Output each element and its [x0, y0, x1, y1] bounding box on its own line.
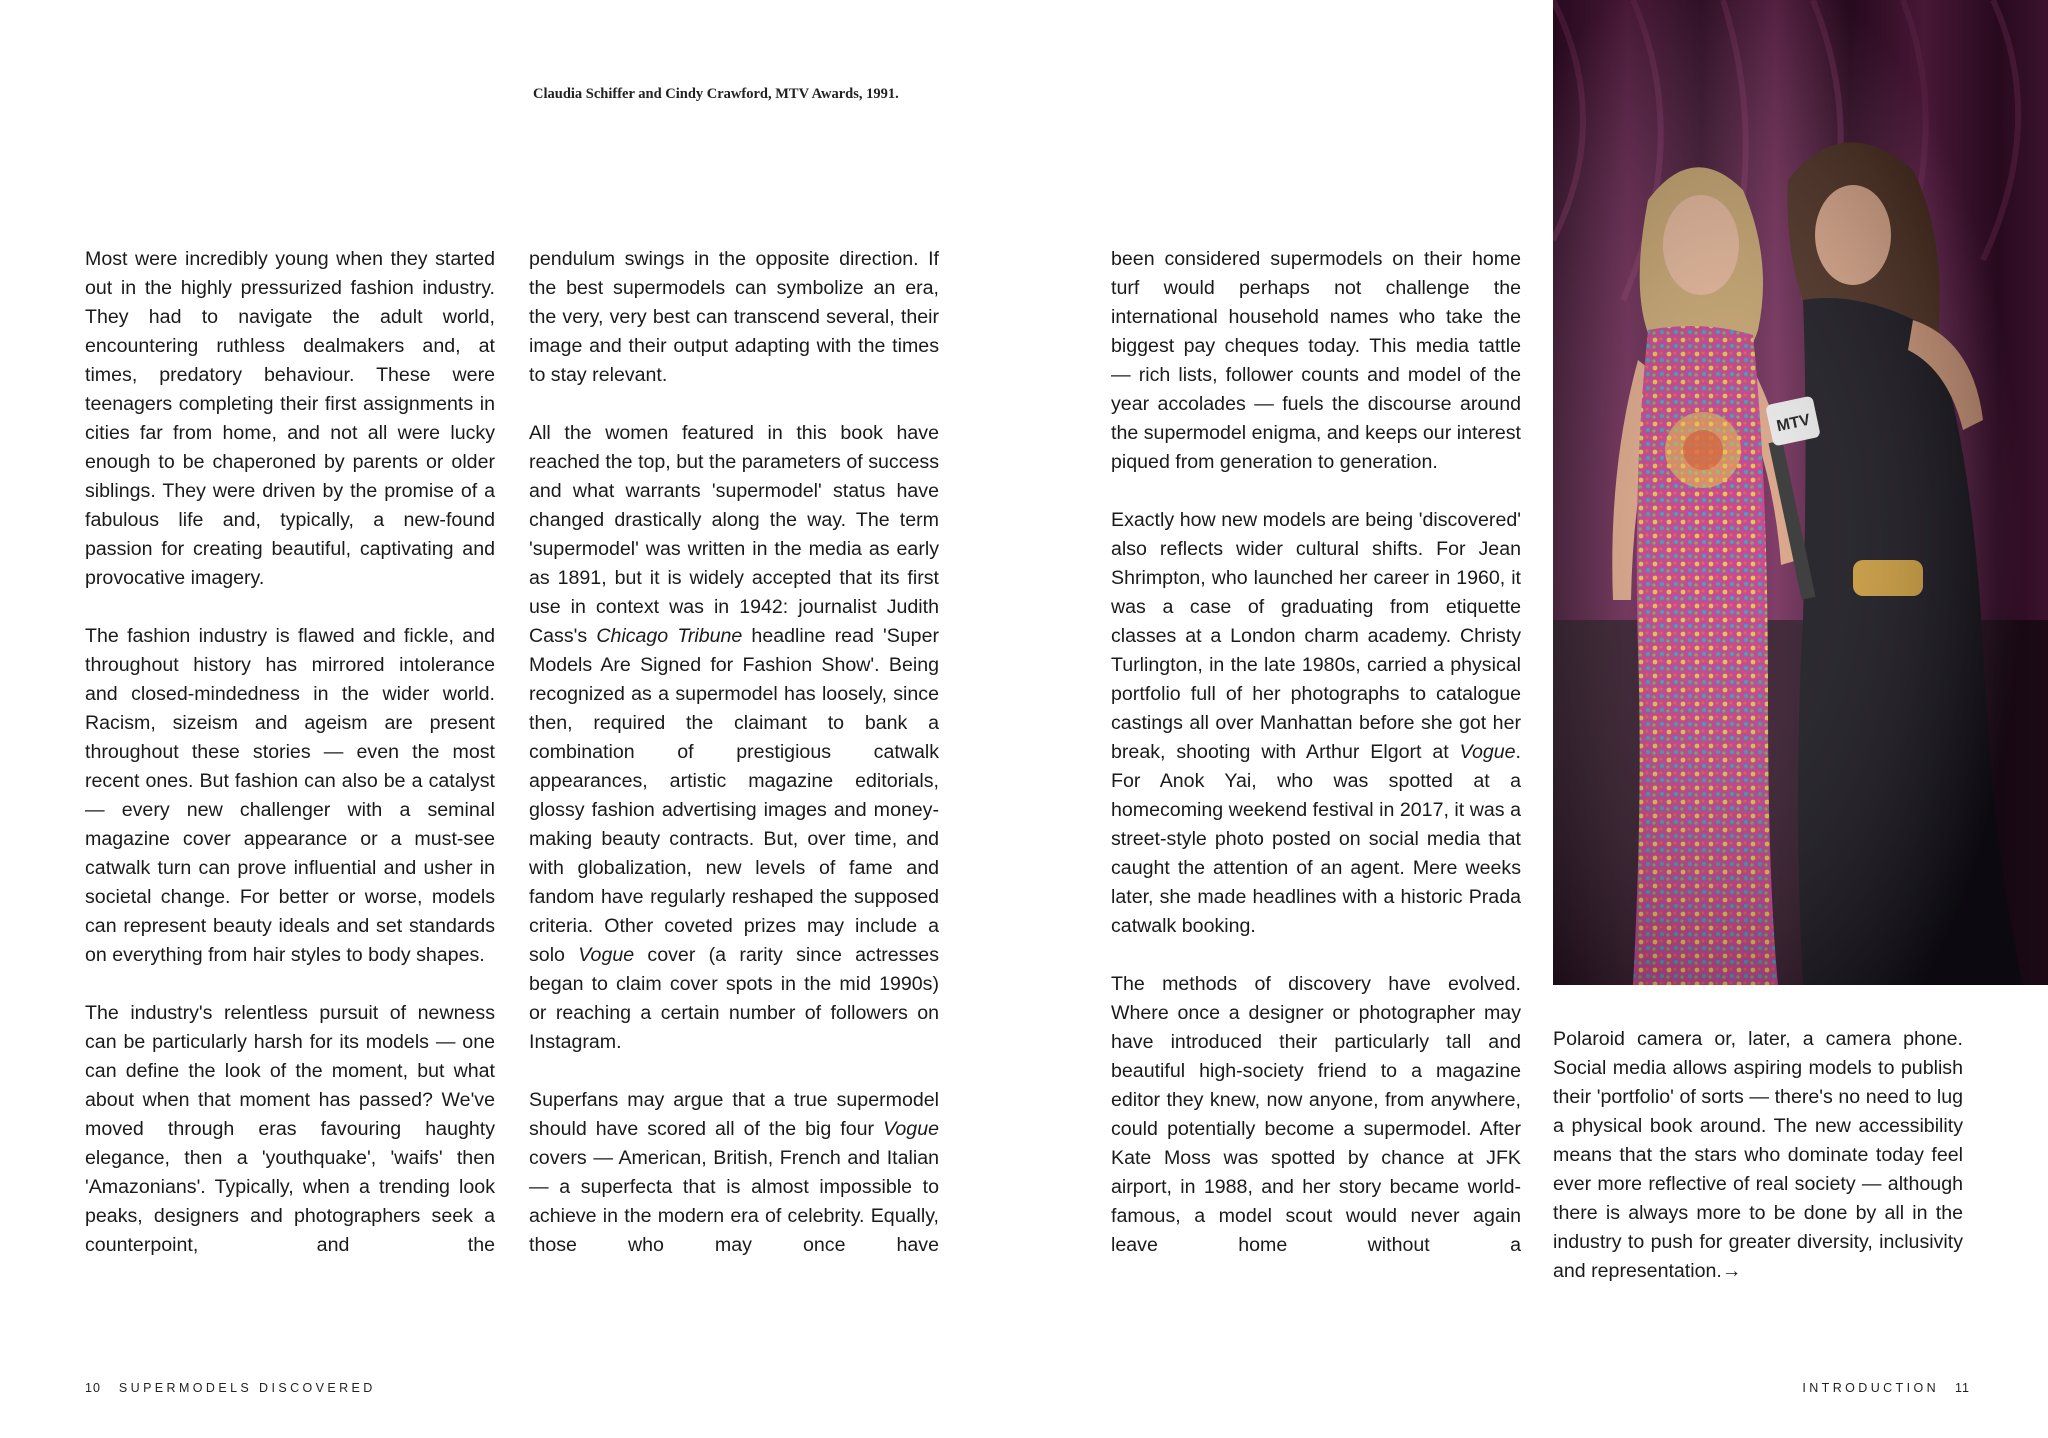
paragraph: The methods of discovery have evolved. Where once a designer or photographer may have introduced their particularly tall and beautiful high-society friend to a magazine editor they knew, now anyone, from anywhere, could potentially become a supermodel. After Kate Moss was spotted by chance at JFK airport, in 1988, and her story became world-famous, a model scout would never again leave home without a — [1111, 973, 1521, 1256]
italic-title: Vogue — [1459, 741, 1516, 763]
paragraph: Most were incredibly young when they started out in the highly pressurized fashion industry. They had to navigate the adult world, encountering ruthless dealmakers and, at times, predatory behaviour. These were teenagers completing their first assignments in cities far from home, and not all were lucky enough to be chaperoned by parents or older siblings. They were driven by the promise of a fabulous life and, typically, a new-found passion for creating beautiful, captivating and provocative imagery. — [85, 248, 495, 589]
paragraph — [529, 419, 939, 1057]
photo-illustration — [1553, 0, 2048, 985]
folio-left — [85, 1381, 376, 1395]
folio-right — [1802, 1381, 1970, 1395]
text-column-2 — [529, 245, 939, 1260]
continue-arrow-icon: → — [1721, 1260, 1742, 1282]
page-number-right: 11 — [1955, 1381, 1970, 1395]
text-run: cover (a rarity since actresses began to claim cover spots in the mid 1990s) or reaching a certain number of followers on Instagram. — [529, 944, 939, 1053]
page-number-left: 10 — [85, 1381, 101, 1395]
text-run: . For Anok Yai, who was spotted at a homecoming weekend festival in 2017, it was a street-style photo posted on social media that caught the attention of an agent. Mere weeks later, she made headlines with a historic Prada catwalk booking. — [1111, 741, 1521, 937]
text-column-4 — [1553, 1025, 1963, 1286]
running-title-left: SUPERMODELS DISCOVERED — [118, 1381, 376, 1395]
text-column-3 — [1111, 245, 1521, 1260]
paragraph — [1111, 506, 1521, 941]
paragraph — [1553, 1025, 1963, 1286]
paragraph — [529, 1086, 939, 1260]
paragraph: The industry's relentless pursuit of newness can be particularly harsh for its models — one can define the look of the moment, but what about when that moment has passed? We've moved through eras favouring haughty elegance, then a 'youthquake', 'waifs' then 'Amazonians'. Typically, when a trending look peaks, designers and photographers seek a counterpoint, and the — [85, 1002, 495, 1256]
paragraph: The fashion industry is flawed and fickle, and throughout history has mirrored intolerance and closed-mindedness in the wider world. Racism, sizeism and ageism are present throughout these stories — even the most recent ones. But fashion can also be a catalyst — every new challenger with a seminal magazine cover appearance or a must-see catwalk turn can prove influential and usher in societal change. For better or worse, models can represent beauty ideals and set standards on everything from hair styles to body shapes. — [85, 625, 495, 966]
paragraph: pendulum swings in the opposite direction. If the best supermodels can symbolize an era, the very, very best can transcend several, their image and their output adapting with the times to stay relevant. — [529, 248, 939, 386]
photo-caption: Claudia Schiffer and Cindy Crawford, MTV Awards, 1991. — [533, 86, 899, 102]
italic-title: Chicago Tribune — [596, 625, 743, 647]
text-run: covers — American, British, French and Italian — a superfecta that is almost impossible to achieve in the modern era of celebrity. Equally, those who may once have — [529, 1147, 939, 1256]
text-column-1 — [85, 245, 495, 1260]
text-run: Superfans may argue that a true supermodel should have scored all of the big four — [529, 1089, 939, 1140]
italic-title: Vogue — [883, 1118, 939, 1140]
text-run: headline read 'Super Models Are Signed for Fashion Show'. Being recognized as a supermodel has loosely, since then, required the claimant to bank a combination of prestigious catwalk appearances, artistic magazine editorials, glossy fashion advertising images and money-making beauty contracts. But, over time, and with globalization, new levels of fame and fandom have regularly reshaped the supposed criteria. Other coveted prizes may include a solo — [529, 625, 939, 966]
photograph — [1553, 0, 2048, 985]
text-run: All the women featured in this book have reached the top, but the parameters of success and what warrants 'supermodel' status have changed drastically along the way. The term 'supermodel' was written in the media as early as 1891, but it is widely accepted that its first use in context was in 1942: journalist Judith Cass's — [529, 422, 939, 647]
italic-title: Vogue — [578, 944, 635, 966]
running-title-right: INTRODUCTION — [1802, 1381, 1940, 1395]
text-run: Polaroid camera or, later, a camera phone. Social media allows aspiring models to publish their 'portfolio' of sorts — there's no need to lug a physical book around. The new accessibility means that the stars who dominate today feel ever more reflective of real society — although there is always more to be done by all in the industry to push for greater diversity, inclusivity and representation. — [1553, 1028, 1963, 1282]
paragraph: been considered supermodels on their home turf would perhaps not challenge the international household names who take the biggest pay cheques today. This media tattle — rich lists, follower counts and model of the year accolades — fuels the discourse around the supermodel enigma, and keeps our interest piqued from generation to generation. — [1111, 248, 1521, 473]
text-run: Exactly how new models are being 'discovered' also reflects wider cultural shifts. For Jean Shrimpton, who launched her career in 1960, it was a case of graduating from etiquette classes at a London charm academy. Christy Turlington, in the late 1980s, carried a physical portfolio full of her photographs to catalogue castings all over Manhattan before she got her break, shooting with Arthur Elgort at — [1111, 509, 1521, 763]
